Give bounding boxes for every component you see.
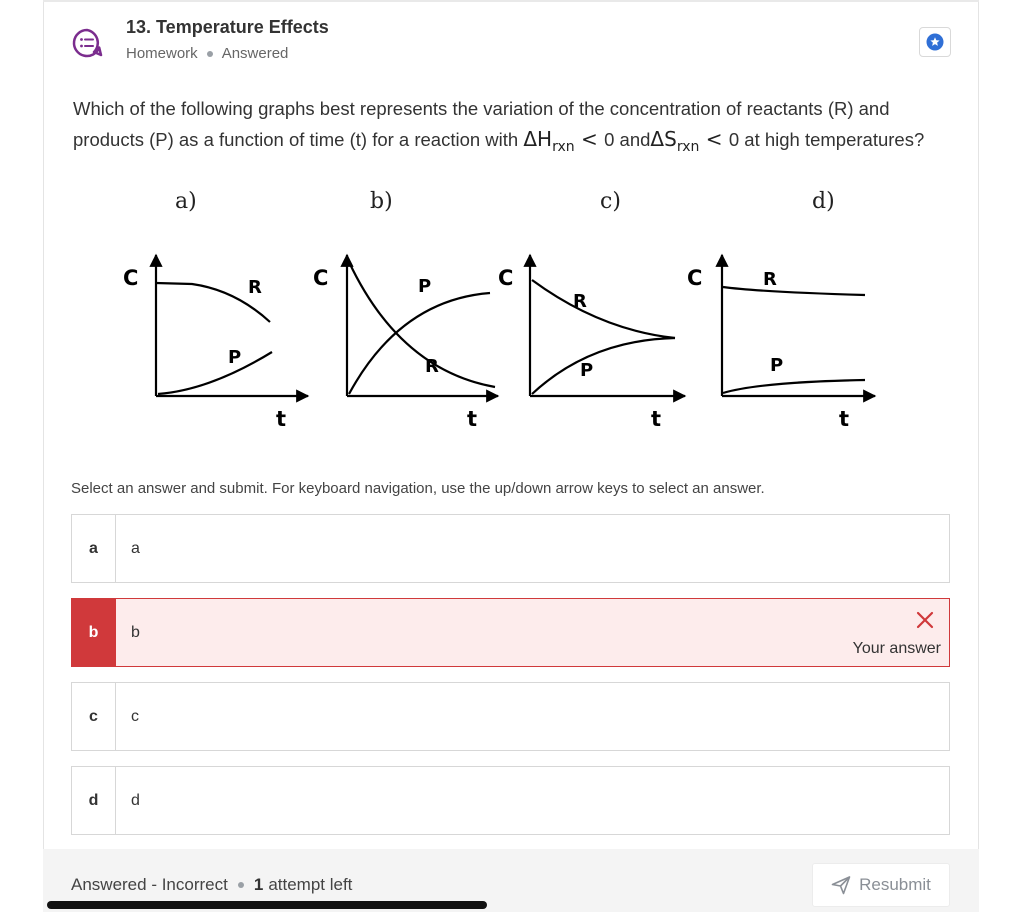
home-indicator [47, 901, 487, 909]
graph-c-axis-t: t [651, 407, 662, 431]
meta-separator-dot [207, 51, 213, 57]
answer-result [853, 611, 941, 658]
answer-status [71, 875, 352, 895]
status-separator-dot [238, 882, 244, 888]
question-tail: at high temperatures? [739, 129, 925, 150]
graph-a-axis-c: C [123, 266, 139, 290]
attempts-text: attempt left [268, 875, 353, 894]
answer-option-c[interactable] [71, 682, 950, 751]
graph-b-label-p: P [418, 276, 432, 297]
graph-c-label-p: P [580, 360, 594, 381]
graph-d-axis-c: C [687, 266, 703, 290]
option-text: c [131, 707, 139, 725]
question-body: Which of the following graphs best represents the variation of the concentration of reactants (R) and products (P) as a function of time (t) for a reaction with [73, 98, 890, 150]
less-than: < [699, 127, 729, 151]
send-icon [831, 875, 851, 895]
option-letter: c [72, 683, 116, 750]
delta-s-symbol: $\Delta S_{rxn}$ [650, 127, 700, 155]
star-icon [926, 33, 944, 51]
resubmit-label: Resubmit [859, 875, 931, 894]
graph-label-b: b) [370, 189, 393, 214]
less-than: < [574, 127, 605, 151]
resubmit-button[interactable] [812, 863, 950, 907]
answer-option-a[interactable] [71, 514, 950, 583]
top-divider [43, 0, 979, 2]
bookmark-button[interactable] [919, 27, 951, 57]
graph-b-axis-t: t [467, 407, 478, 431]
option-text: b [131, 623, 140, 641]
result-text: Answered - Incorrect [71, 875, 228, 894]
graph-d-label-p: P [770, 355, 784, 376]
graph-b-label-r: R [425, 356, 439, 377]
concentration-graphs-figure [100, 180, 900, 440]
zero-and: 0 and [604, 129, 651, 150]
graph-c-label-r: R [573, 291, 587, 312]
graph-a-label-p: P [228, 347, 242, 368]
answer-option-d[interactable] [71, 766, 950, 835]
option-letter: a [72, 515, 116, 582]
zero: 0 [728, 129, 740, 150]
graph-label-c: c) [600, 189, 621, 214]
graph-d-label-r: R [763, 269, 777, 290]
option-letter: b [72, 599, 116, 666]
graph-d-axis-t: t [839, 407, 850, 431]
incorrect-x-icon [916, 611, 934, 629]
answer-option-b[interactable] [71, 598, 950, 667]
your-answer-label: Your answer [852, 640, 941, 657]
attempts-count: 1 [253, 875, 264, 894]
question-meta [126, 45, 288, 62]
graph-b-axis-c: C [313, 266, 329, 290]
graph-label-d: d) [812, 189, 835, 214]
answer-instruction: Select an answer and submit. For keyboard navigation, use the up/down arrow keys to select an answer. [71, 480, 765, 497]
question-category: Homework [126, 45, 198, 62]
option-letter: d [72, 767, 116, 834]
graph-a-axis-t: t [276, 407, 287, 431]
question-status: Answered [221, 45, 289, 62]
graph-a-label-r: R [248, 277, 262, 298]
graph-c-axis-c: C [498, 266, 514, 290]
option-text: a [131, 539, 140, 557]
question-title: 13. Temperature Effects [126, 17, 329, 37]
delta-h-symbol: $\Delta H_{rxn}$ [523, 127, 575, 155]
option-text: d [131, 791, 140, 809]
graph-label-a: a) [175, 189, 197, 214]
question-text [73, 93, 953, 163]
question-list-icon [71, 27, 103, 59]
